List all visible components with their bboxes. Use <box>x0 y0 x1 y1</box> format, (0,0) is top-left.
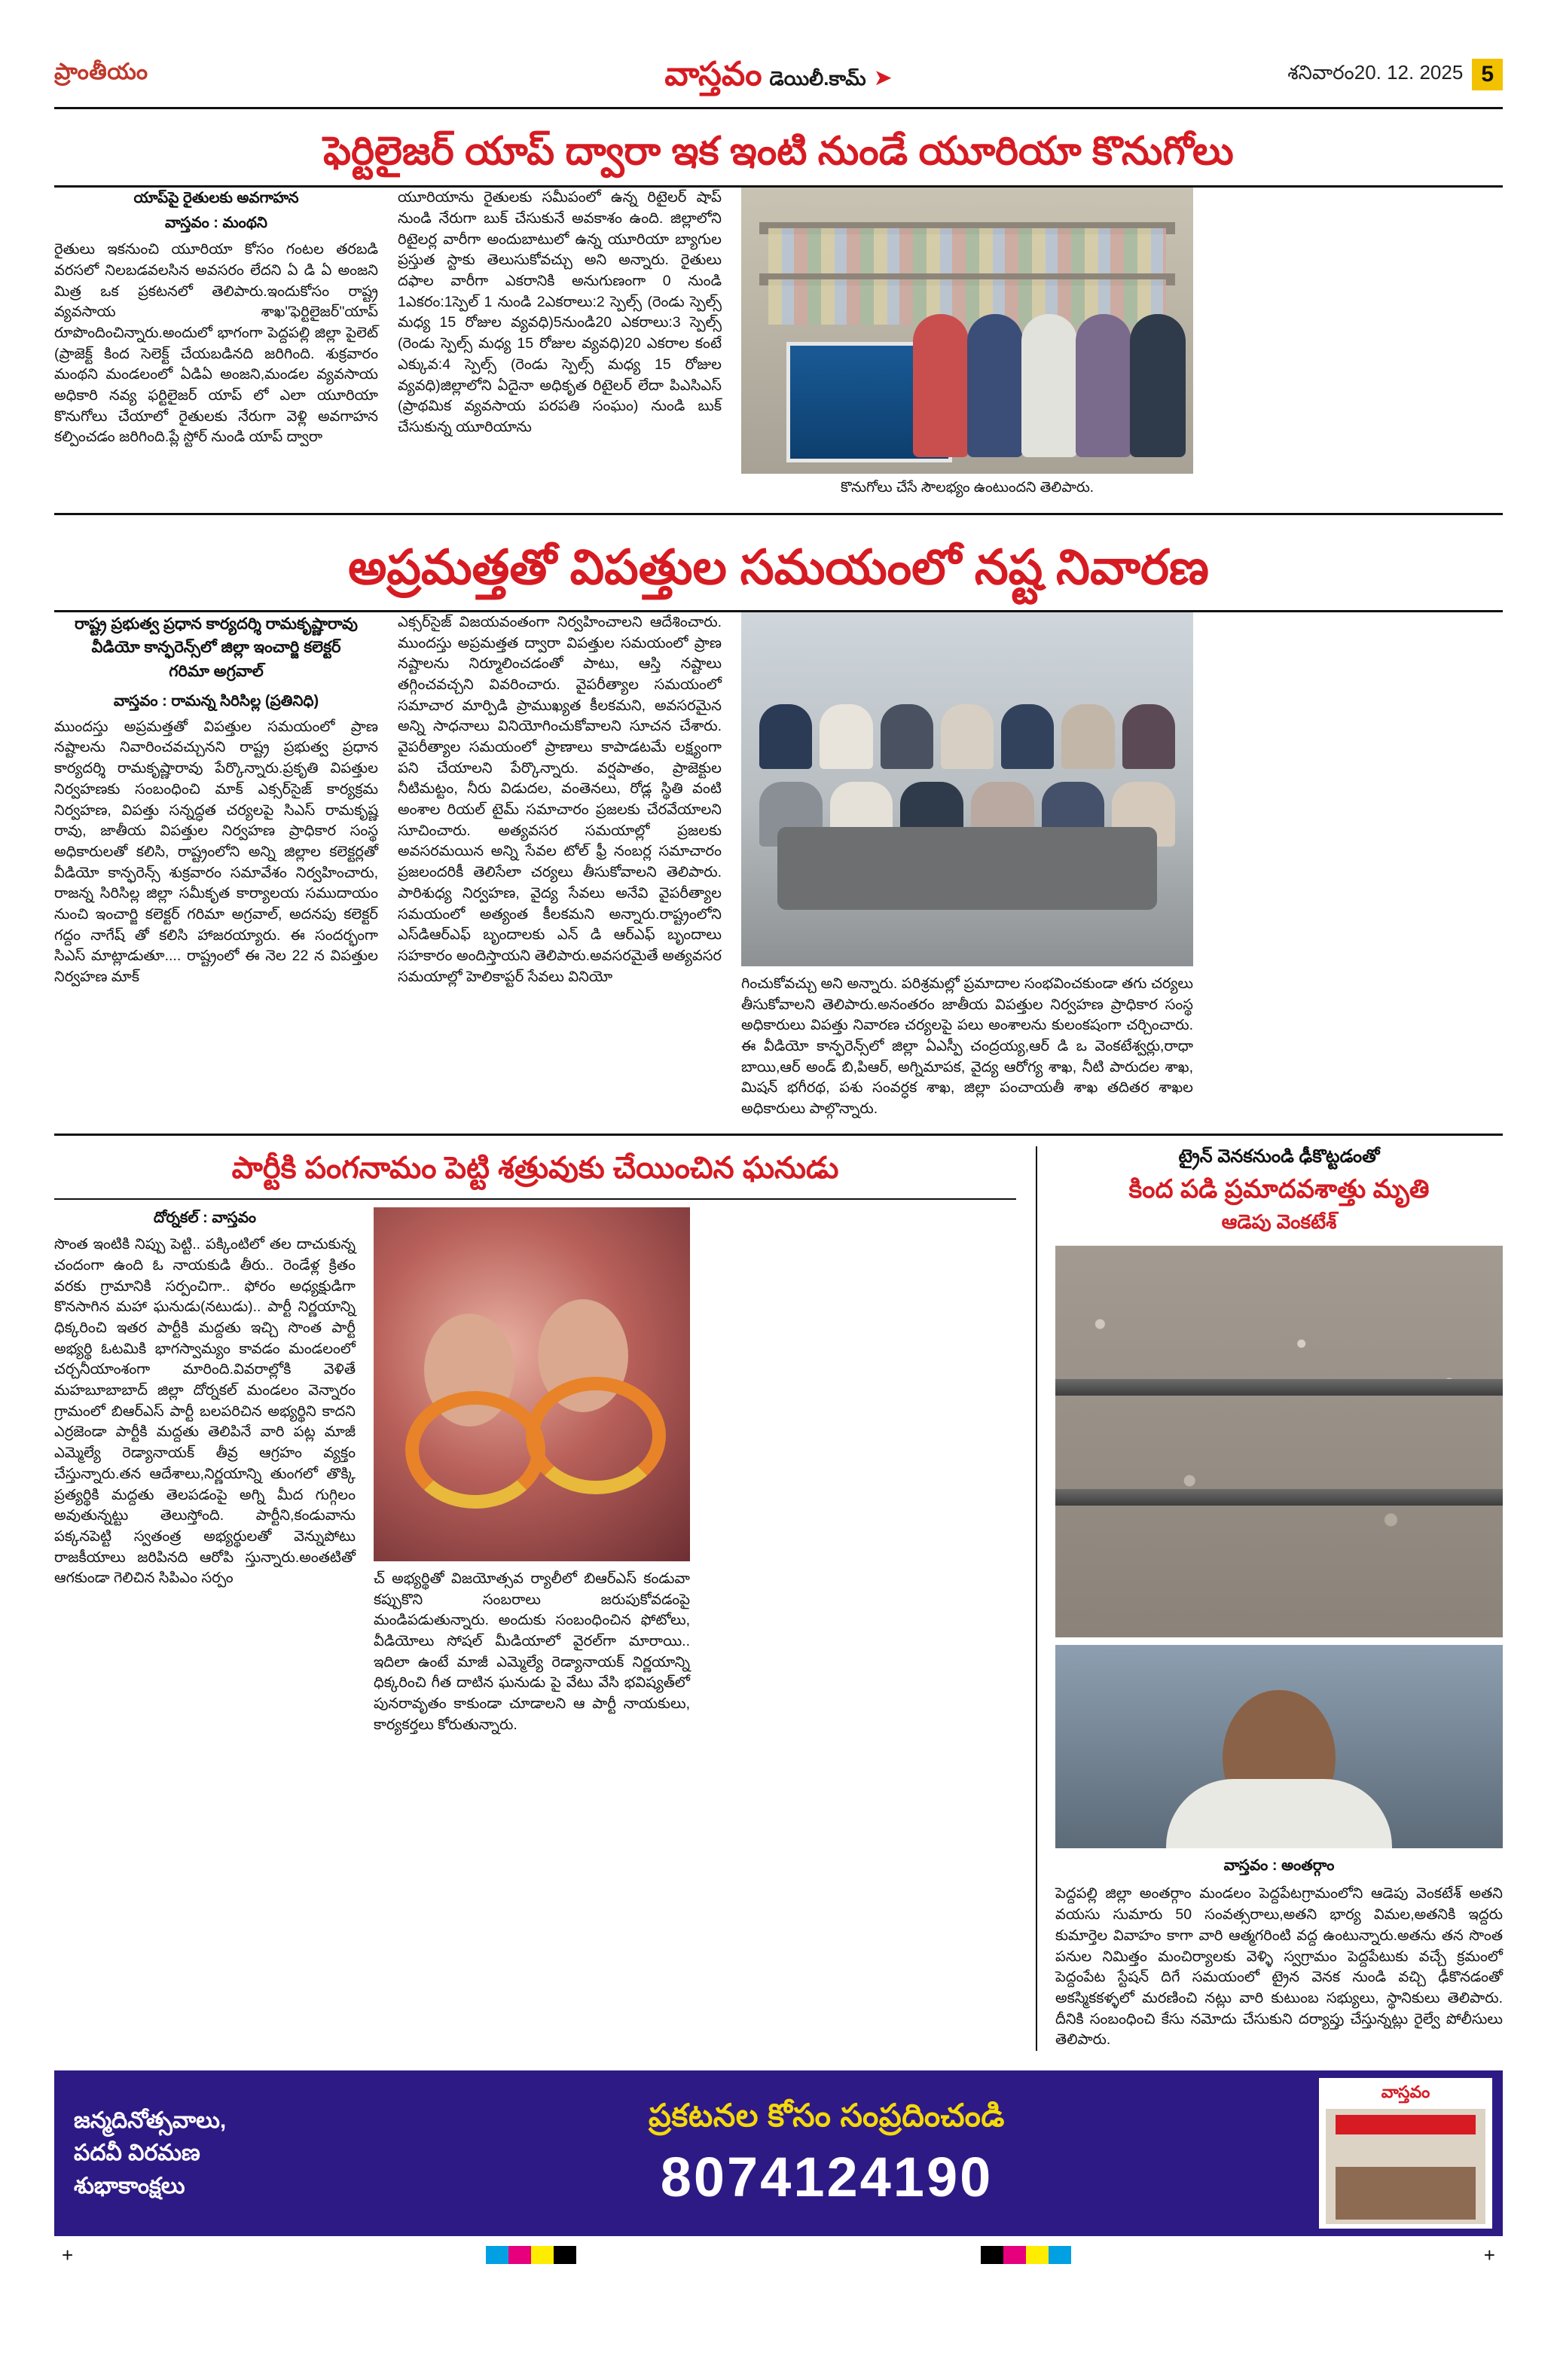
issue-date: శనివారం20. 12. 2025 <box>1287 60 1464 84</box>
story4-kicker: ట్రైన్ వెనకనుండి ఢీకొట్టడంతో <box>1178 1146 1380 1167</box>
story2-text-2: ఎక్సర్‌సైజ్ విజయవంతంగా నిర్వహించాలని ఆదేశించారు. ముందస్తు అప్రమత్తత ద్వారా విపత్తుల సమయంలో ప్రాణ నష్టాలను నిర్మూలించడంతో పాటు, ఆస్తి నష్టాలు తగ్గించవచ్చని వివరించారు. వైపరీత్యాల సమయంలో సమాచార మార్పిడి ప్రాముఖ్యత కీలకమని, అవసరమైన అన్ని సాధనాలు వినియోగించుకోవాలని సూచన చేశారు. వైపరీత్యాల సమయంలో ప్రాణాలు కాపాడటమే లక్ష్యంగా పని చేయాలని పేర్కొన్నారు. వర్షపాతం, ప్రాజెక్టుల నీటిమట్టం, నీరు విడుదల, వంతెనలు, రోడ్ల స్థితి వంటి అంశాల రియల్ టైమ్ సమాచారం ప్రజలకు చేరవేయాలని సూచించారు. అత్యవసర సమయాల్లో ప్రజలకు అవసరమయిన అన్ని సేవల టోల్ ఫ్రీ నంబర్ల సమాచారం ప్రజలందరికీ తెలిసేలా చర్యలు తీసుకోవాలని తెలిపారు. పారిశుధ్య నిర్వహణ, వైద్య సేవలు అనేవి వైపరీత్యాల సమయంలో అత్యంత కీలకమని అన్నారు.రాష్ట్రంలోని ఎస్‌డిఆర్ఎఫ్ బృందాలకు ఎన్ డి ఆర్ఎఫ్ బృందాలు సహకారం అందిస్తాయని తెలిపారు.అవసరమైతే అత్యవసర సమయాల్లో హెలికాప్టర్ సేవలు వినియో <box>398 613 722 985</box>
story2-column-1 <box>54 612 378 1120</box>
story1-body <box>54 188 1503 508</box>
story4-text: పెద్దపల్లి జిల్లా అంతర్గాం మండలం పెద్దపేటగ్రామంలోని ఆడెపు వెంకటేశ్ అతని వయసు సుమారు 50 సంవత్సరాలు,అతని భార్య విమల,అతనికి ఇద్దరు కుమార్తెల వివాహం కాగా వారి ఆత్మగరింటి వద్ద ఉంటున్నారు.అతను తన సొంత పనుల నిమిత్తం మంచిర్యాలకు వెళ్ళి స్వగ్రామం పెద్దపేటుకు వచ్చే క్రమంలో పెద్దంపేట స్టేషన్ దిగే సమయంలో ట్రైన వెనక నుండి వచ్చి ఢీకొనడంతో అకస్మికకళ్ళలో మరణించి నట్లు వారి కుటుంబ సభ్యులు, స్థానికులు తెలిపారు. దీనికి సంబంధించి కేసు నమోదు చేసుకుని దర్యాప్తు చేస్తున్నట్లు రైల్వే పోలీసులు తెలిపారు. <box>1055 1885 1503 2049</box>
story-party-betrayal <box>54 1146 1016 2051</box>
story2-column-2 <box>398 612 722 1120</box>
story3-column-1 <box>54 1207 356 1736</box>
victim-portrait-photo <box>1055 1645 1503 1848</box>
fertilizer-shop-photo <box>741 188 1193 474</box>
story3-headline: పార్టీకి పంగనామం పెట్టి శత్రువుకు చేయించిన ఘనుడు <box>231 1151 839 1185</box>
video-conference-meeting-photo <box>741 612 1193 966</box>
story4-dateline: వాస్తవం : అంతర్గాం <box>1223 1857 1335 1875</box>
masthead-right <box>1287 59 1503 90</box>
section-label: ప్రాంతీయం <box>54 59 148 84</box>
story2-lead-line1: రాష్ట్ర ప్రభుత్వ ప్రధాన కార్యదర్శి రామకృష్ణారావు <box>75 615 358 633</box>
bottom-section <box>54 1136 1503 2051</box>
story1-column-1 <box>54 188 378 499</box>
paper-logo-main: వాస్తవం <box>664 56 762 93</box>
story-disaster-management <box>54 515 1503 1130</box>
ad-paper-preview <box>1326 2109 1485 2224</box>
registration-cross-right: + <box>1483 2243 1495 2266</box>
story2-lead <box>54 612 378 684</box>
color-swatches-right <box>981 2246 1071 2264</box>
ad-paper-logo: వాస్తవం <box>1381 2082 1430 2101</box>
ad-left-text <box>54 2104 334 2203</box>
story2-text-1: ముందస్తు అప్రమత్తతో విపత్తుల సమయంలో ప్రాణ నష్టాలను నివారించవచ్చునని రాష్ట్ర ప్రభుత్వ ప్రధాన కార్యదర్శి రామకృష్ణారావు పేర్కొన్నారు.ప్రకృతి విపత్తుల నిర్వహణకు సంబంధించి మాక్ ఎక్సర్‌సైజ్ కార్యక్రమ నిర్వహణ, విపత్తు సన్నద్ధత చర్యలపై సిఎస్ రామకృష్ణ రావు, జాతీయ విపత్తుల నిర్వహణ ప్రాధికార సంస్థ అధికారులతో కలిసి, రాష్ట్రంలోని అన్ని జిల్లాల కలెక్టర్లతో వీడియో కాన్ఫరెన్స్ శుక్రవారం సమావేశం నిర్వహించారు, రాజన్న సిరిసిల్ల జిల్లా సమీకృత కార్యాలయ సముదాయం నుంచి ఇంచార్జి కలెక్టర్ గరిమా అగ్రవాల్, అదనపు కలెక్టర్ గద్దం నాగేష్ తో కలిసి హాజరయ్యారు. ఈ సందర్భంగా సిఎస్ మాట్లాడుతూ.... రాష్ట్రంలో ఈ నెల 22 న విపత్తుల నిర్వహణ మాక్ <box>54 718 378 986</box>
story4-byline: ఆడెపు వెంకటేశ్ <box>1221 1210 1337 1234</box>
story-fertilizer-app <box>54 109 1503 508</box>
story1-text-2: యూరియాను రైతులకు సమీపంలో ఉన్న రిటైలర్ షాప్ నుండి నేరుగా బుక్ చేసుకునే అవకాశం ఉంది. జిల్లాలోని రిటైలర్ల వారీగా అందుబాటులో ఉన్న యూరియా బ్యాగుల ప్రస్తుత స్టాకు తెలుసుకోవచ్చు అని అన్నారు. రైతులు దఫాల వారీగా ఎకరానికి అనుగుణంగా 0 నుండి 1ఎకరం:1స్పెల్ 1 నుండి 2ఎకరాలు:2 స్పెల్స్ (రెండు స్పెల్స్ మధ్య 15 రోజుల వ్యవధి)5నుండి20 ఎకరాలు:3 స్పెల్స్ (రెండు స్పెల్స్ మధ్య 15 రోజుల వ్యవధి)20 ఎకరాల కంటే ఎక్కువ:4 స్పెల్స్ (రెండు స్పెల్స్ మధ్య 15 రోజుల వ్యవధి)జిల్లాలోని ఏదైనా అధికృత రిటైలర్ లేదా పిఎసిఎస్ (ప్రాథమిక వ్యవసాయ పరపతి సంఘం) నుండి బుక్ చేసుకున్న యూరియాను <box>398 189 722 435</box>
ad-left-line3: శుభాకాంక్షలు <box>74 2173 185 2198</box>
story1-dateline: వాస్తవం : మంథని <box>165 214 267 231</box>
story2-headline: అప్రమత్తతో విపత్తుల సమయంలో నష్ట నివారణ <box>348 540 1209 595</box>
story2-dateline: వాస్తవం : రామన్న సిరిసిల్ల (ప్రతినిధి) <box>113 693 319 710</box>
ad-phone-number: 8074124190 <box>660 2145 994 2208</box>
ad-left-line2: పదవీ విరమణ <box>74 2140 200 2166</box>
railway-track-accident-photo <box>1055 1246 1503 1637</box>
story-train-accident <box>1036 1146 1503 2051</box>
story4-headline: కింద పడి ప్రమాదవశాత్తు మృతి <box>1128 1174 1430 1204</box>
story2-text-3: గించుకోవచ్చు అని అన్నారు. పరిశ్రమల్లో ప్రమాదాల సంభవించకుండా తగు చర్యలు తీసుకోవాలని తెలిపారు.అనంతరం జాతీయ విపత్తుల నిర్వహణ ప్రాధికార సంస్థ అధికారులు విపత్తు నివారణ చర్యలపై పలు అంశాలను కులంకషంగా చర్చించారు. ఈ వీడియో కాన్ఫరెన్స్‌లో జిల్లా ఏఎస్పీ చంద్రయ్య,ఆర్ డి ఒ వెంకటేశ్వర్లు,రాధా బాయి,ఆర్ అండ్ బి,పిఆర్, అగ్నిమాపక, వైద్య ఆరోగ్య శాఖ, నీటి పారుదల శాఖ, మిషన్ భగీరథ, పశు సంవర్ధక శాఖ, జిల్లా పంచాయతీ శాఖ తదితర శాఖల అధికారులు పాల్గొన్నారు. <box>741 975 1193 1117</box>
page-title: ఫెర్టిలైజర్ యాప్ ద్వారా ఇక ఇంటి నుండే యూరియా కొనుగోలు <box>323 130 1234 173</box>
paper-logo <box>664 58 892 91</box>
ad-headline: ప్రకటనల కోసం సంప్రదించండి <box>649 2097 1005 2133</box>
registration-cross-left: + <box>62 2243 74 2266</box>
masthead <box>54 42 1503 109</box>
color-swatches-left <box>486 2246 576 2264</box>
story2-body <box>54 612 1503 1130</box>
story1-caption: కొనుగోలు చేసే సౌలభ్యం ఉంటుందని తెలిపారు. <box>840 480 1094 496</box>
story2-photo-column <box>741 612 1193 1120</box>
print-registration-marks <box>54 2244 1503 2267</box>
story1-column-2 <box>398 188 722 499</box>
story1-photo-column <box>741 188 1193 499</box>
ad-paper-thumbnail <box>1319 2078 1492 2229</box>
ad-left-line1: జన్మదినోత్సవాలు, <box>74 2107 227 2133</box>
story2-lead-line3: గరిమా అగ్రవాల్ <box>169 662 264 680</box>
bird-icon: ➤ <box>873 66 893 90</box>
garlanded-leader-celebration-photo <box>374 1207 690 1561</box>
ad-center <box>334 2098 1319 2209</box>
story3-dateline: దోర్నకల్ : వాస్తవం <box>153 1209 257 1226</box>
paper-logo-sub: డెయిలీ.కామ్ <box>769 67 866 90</box>
story1-kicker: యాప్‌పై రైతులకు అవగాహన <box>133 190 299 207</box>
story3-photo-column <box>374 1207 690 1736</box>
story1-text-1: రైతులు ఇకనుంచి యూరియా కోసం గంటల తరబడి వరసలో నిలబడవలసిన అవసరం లేదని ఏ డి ఏ అంజని మిత్ర ఒక ప్రకటనలో తెలిపారు.ఇందుకోసం రాష్ట్ర వ్యవసాయ శాఖ"ఫెర్టిలైజర్"యాప్ రూపొందించిన్నారు.అందులో భాగంగా పెద్దపల్లి జిల్లా పైలెట్ (ప్రాజెక్ట్ కింద సెలెక్ట్ చేయబడినది జరిగింది. శుక్రవారం మంథని మండలంలో ఏడిఏ అంజని,మండల వ్యవసాయ అధికారి నవ్య ఫర్టిలైజర్ యాప్ లో ఎలా యూరియా కొనుగోలు చేయాలో రైతులకు నేరుగా వెళ్లి అవగాహన కల్పించడం జరిగింది.ప్లే స్టోర్ నుండి యాప్ ద్వారా <box>54 241 378 446</box>
page-number: 5 <box>1472 59 1503 90</box>
story3-body <box>54 1200 1016 1736</box>
story2-lead-line2: వీడియో కాన్ఫరెన్స్‌లో జిల్లా ఇంచార్జి కలెక్టర్ <box>91 639 341 657</box>
story3-text-1: సొంత ఇంటికి నిప్పు పెట్టి.. పక్కింటిలో తల దాచుకున్న చందంగా ఉంది ఓ నాయకుడి తీరు.. రెండేళ్ల క్రితం వరకు గ్రామానికి సర్పంచిగా.. ఫోరం అధ్యక్షుడిగా కొనసాగిన మహా ఘనుడు(నటుడు).. పార్టీ నిర్ణయాన్ని ధిక్కరించి ఇతర పార్టీకి మద్దతు ఇచ్చి సొంత పార్టీ అభ్యర్థి ఓటమికి భాగస్వామ్యం కావడం మండలంలో చర్చనీయాంశంగా మారింది.వివరాల్లోకి వెళితే మహబూబాబాద్ జిల్లా దోర్నకల్ మండలం వెన్నారం గ్రామంలో బిఆర్ఎస్ పార్టీ బలపరిచిన అభ్యర్థిని కాదని ఎర్రజెండా పార్టీకి మద్దతు తెలిపినే వారి పట్ల మాజీ ఎమ్మెల్యే రెడ్యానాయక్ తీవ్ర ఆగ్రహం వ్యక్తం చేస్తున్నారు.తన ఆదేశాలు,నిర్ణయాన్ని తుంగలో తొక్కి ప్రత్యర్థికి మద్దతు తెలపడంపై అగ్ని మీద గుగ్గిలం అవుతున్నట్టు తెలుస్తోంది. పార్టీని,కండువాను పక్కనపెట్టి స్వతంత్ర అభ్యర్థులతో వెన్నుపోటు రాజకీయాలు జరిపినది ఆరోపి స్తున్నారు.అంతటితో ఆగకుండా గెలిచిన సిపిఎం సర్పం <box>54 1236 356 1587</box>
advertisement-banner[interactable] <box>54 2070 1503 2236</box>
story3-text-2: చ్ అభ్యర్థితో విజయోత్సవ ర్యాలీలో బిఆర్ఎస్ కండువా కప్పుకొని సంబరాలు జరుపుకోవడంపై మండిపడుతున్నారు. అందుకు సంబంధించిన ఫోటోలు, వీడియోలు సోషల్ మీడియాలో వైరల్‌గా మారాయి.. ఇదిలా ఉంటే మాజీ ఎమ్మెల్యే రెడ్యానాయక్ నిర్ణయాన్ని ధిక్కరించి గీత దాటిన ఘనుడు పై వేటు వేసి భవిష్యత్‌లో పునరావృతం కాకుండా చూడాలని ఆ పార్టీ నాయకులు, కార్యకర్తలు కోరుతున్నారు. <box>374 1570 690 1733</box>
